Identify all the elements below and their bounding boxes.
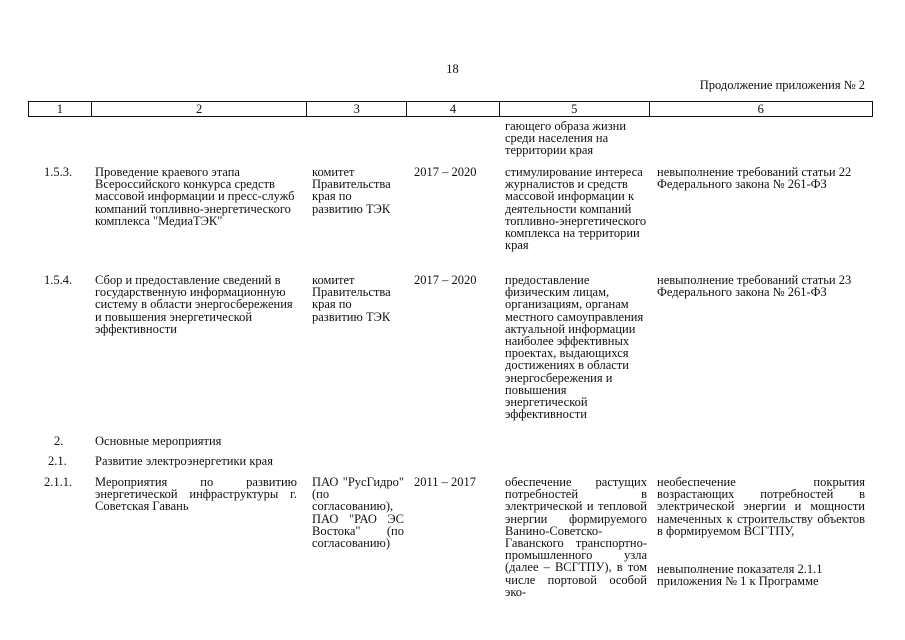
header-cell-2: 2 — [92, 102, 307, 116]
row-5-consequence-2: невыполнение показателя 2.1.1 приложения № 1 к Программе — [657, 562, 823, 589]
row-2-period: 2017 – 2020 — [414, 273, 477, 287]
row-2-consequence: невыполнение требований статьи 23 Федерального закона № 261-ФЗ — [657, 273, 852, 300]
row-3-name: Основные мероприятия — [95, 434, 222, 448]
table-header — [28, 101, 873, 117]
row-1-result: стимулирование интереса журналистов и средств массовой информации к деятельности компаний топливно-энергетического комплекса на территории края — [505, 165, 647, 253]
row-0-result: гающего образа жизни среди населения на территории края — [505, 119, 627, 158]
page-number: 18 — [446, 62, 459, 76]
row-4-name: Развитие электроэнергетики края — [95, 454, 273, 468]
row-2-name: Сбор и предоставление сведений в государственную информационную систему в области энергосбережения и повышения энергетической эффективности — [95, 273, 293, 336]
row-5-name: Мероприятия по развитию энергетической инфраструктуры г. Советская Гавань — [95, 475, 297, 514]
row-3-number: 2. — [54, 434, 64, 448]
row-1-consequence: невыполнение требований статьи 22 Федерального закона № 261-ФЗ — [657, 165, 852, 192]
row-5-result: обеспечение растущих потребностей в электрической и тепловой энергии формируемого Ванино-Советско-Гаванского транспортно-промышленного узла (далее – ВСГТПУ), в том числе портовой особой эко- — [505, 475, 647, 599]
header-cell-6: 6 — [757, 102, 764, 116]
row-1-number: 1.5.3. — [44, 165, 73, 179]
header-cell-1: 1 — [29, 102, 92, 116]
row-2-result: предоставление физическим лицам, организациям, органам местного самоуправления актуальной информации наиболее эффективных проектах, выдающихся достижениях в области энергосбережения и повышения энергетической эффективности — [505, 273, 644, 422]
row-1-executor: комитет Правительства края по развитию ТЭК — [312, 165, 391, 216]
row-5-number: 2.1.1. — [44, 475, 73, 489]
row-1-period: 2017 – 2020 — [414, 165, 477, 179]
row-2-number: 1.5.4. — [44, 273, 73, 287]
header-cell-4: 4 — [407, 102, 500, 116]
row-5-executor: ПАО "РусГидро" (по согласованию), ПАО "РАО ЭС Востока" (по согласованию) — [312, 475, 404, 551]
row-5-period: 2011 – 2017 — [414, 475, 477, 489]
row-1-name: Проведение краевого этапа Всероссийского конкурса средств массовой информации и пресс-служб компаний топливно-энергетического комплекса "МедиаТЭК" — [95, 165, 295, 228]
continuation-label: Продолжение приложения № 2 — [699, 78, 865, 92]
header-cell-5: 5 — [500, 102, 650, 116]
header-cell-3: 3 — [307, 102, 407, 116]
row-5-consequence-1: необеспечение покрытия возрастающих потребностей в электрической энергии и мощности намеченных к строительству объектов в формируемом ВСГТПУ, — [657, 475, 865, 538]
row-2-executor: комитет Правительства края по развитию ТЭК — [312, 273, 391, 324]
row-4-number: 2.1. — [48, 454, 67, 468]
